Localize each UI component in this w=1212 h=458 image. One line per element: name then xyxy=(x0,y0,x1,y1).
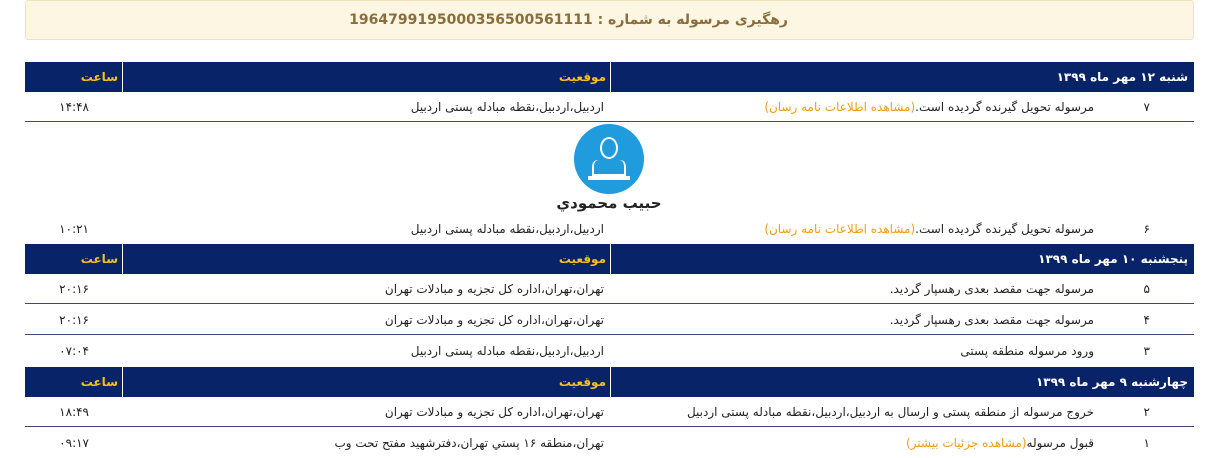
row-number: ۷ xyxy=(1143,100,1150,114)
postman-avatar xyxy=(574,124,644,194)
row-location: تهران،تهران،اداره کل تجزیه و مبادلات تهران xyxy=(384,405,604,419)
row-location: اردبیل،اردبیل،نقطه مبادله پستی اردبیل xyxy=(410,100,604,114)
row-location: تهران،منطقه ۱۶ پستي تهران،دفترشهيد مفتح تحت وب xyxy=(334,436,604,450)
group-date: چهارشنبه ۹ مهر ماه ۱۳۹۹ xyxy=(610,367,1194,397)
table-row xyxy=(25,214,1194,244)
row-description xyxy=(764,92,1094,122)
row-number: ۴ xyxy=(1143,313,1150,327)
row-description-text: مرسوله تحویل گیرنده گردیده است. xyxy=(915,222,1094,236)
postman-name: حبيب محمودي xyxy=(556,194,662,212)
table-row xyxy=(25,397,1194,427)
group-date: شنبه ۱۲ مهر ماه ۱۳۹۹ xyxy=(610,62,1194,92)
location-column-header: موقعیت xyxy=(122,244,610,274)
row-number: ۱ xyxy=(1143,436,1150,450)
row-location: اردبیل،اردبیل،نقطه مبادله پستی اردبیل xyxy=(410,222,604,236)
time-column-header: ساعت xyxy=(80,375,118,389)
row-description: مرسوله جهت مقصد بعدی رهسپار گردید. xyxy=(889,282,1094,296)
row-time: ۰۷:۰۴ xyxy=(59,344,89,358)
row-description: خروج مرسوله از منطقه پستی و ارسال به اردبیل،اردبیل،نقطه مبادله پستی اردبیل xyxy=(686,405,1094,419)
group-header-3 xyxy=(25,367,1194,397)
row-time: ۱۰:۲۱ xyxy=(59,222,89,236)
row-time: ۱۸:۴۹ xyxy=(59,405,89,419)
row-time: ۱۴:۴۸ xyxy=(59,100,89,114)
row-description xyxy=(906,428,1094,458)
person-icon xyxy=(574,124,644,194)
row-description xyxy=(764,214,1094,244)
row-description-text: قبول مرسوله xyxy=(1026,436,1094,450)
row-number: ۳ xyxy=(1143,344,1150,358)
table-row xyxy=(25,274,1194,304)
location-column-header: موقعیت xyxy=(122,62,610,92)
time-column-header: ساعت xyxy=(80,252,118,266)
tracking-number: 1964799195000356500561111 xyxy=(349,12,593,28)
row-description: ورود مرسوله منطقه پستی xyxy=(960,344,1094,358)
row-description: مرسوله جهت مقصد بعدی رهسپار گردید. xyxy=(889,313,1094,327)
postman-info-link[interactable]: (مشاهده اطلاعات نامه رسان) xyxy=(764,100,916,114)
table-row xyxy=(25,305,1194,335)
row-time: ۲۰:۱۶ xyxy=(59,313,89,327)
row-location: تهران،تهران،اداره کل تجزیه و مبادلات تهران xyxy=(384,313,604,327)
time-column-header: ساعت xyxy=(80,70,118,84)
postman-info-link[interactable]: (مشاهده اطلاعات نامه رسان) xyxy=(764,222,916,236)
row-number: ۶ xyxy=(1143,222,1150,236)
row-location: تهران،تهران،اداره کل تجزیه و مبادلات تهران xyxy=(384,282,604,296)
row-time: ۰۹:۱۷ xyxy=(59,436,89,450)
row-description-text: مرسوله تحویل گیرنده گردیده است. xyxy=(915,100,1094,114)
row-time: ۲۰:۱۶ xyxy=(59,282,89,296)
row-number: ۲ xyxy=(1143,405,1150,419)
table-row xyxy=(25,428,1194,458)
tracking-banner xyxy=(25,0,1194,40)
table-row xyxy=(25,336,1194,366)
group-header-1 xyxy=(25,62,1194,92)
group-header-2 xyxy=(25,244,1194,274)
details-link[interactable]: (مشاهده جزئیات بیشتر) xyxy=(905,436,1027,450)
location-column-header: موقعیت xyxy=(122,367,610,397)
row-location: اردبیل،اردبیل،نقطه مبادله پستی اردبیل xyxy=(410,344,604,358)
table-row xyxy=(25,92,1194,122)
row-number: ۵ xyxy=(1143,282,1150,296)
banner-title: رهگیری مرسوله به شماره : xyxy=(597,12,788,28)
group-date: پنجشنبه ۱۰ مهر ماه ۱۳۹۹ xyxy=(610,244,1194,274)
